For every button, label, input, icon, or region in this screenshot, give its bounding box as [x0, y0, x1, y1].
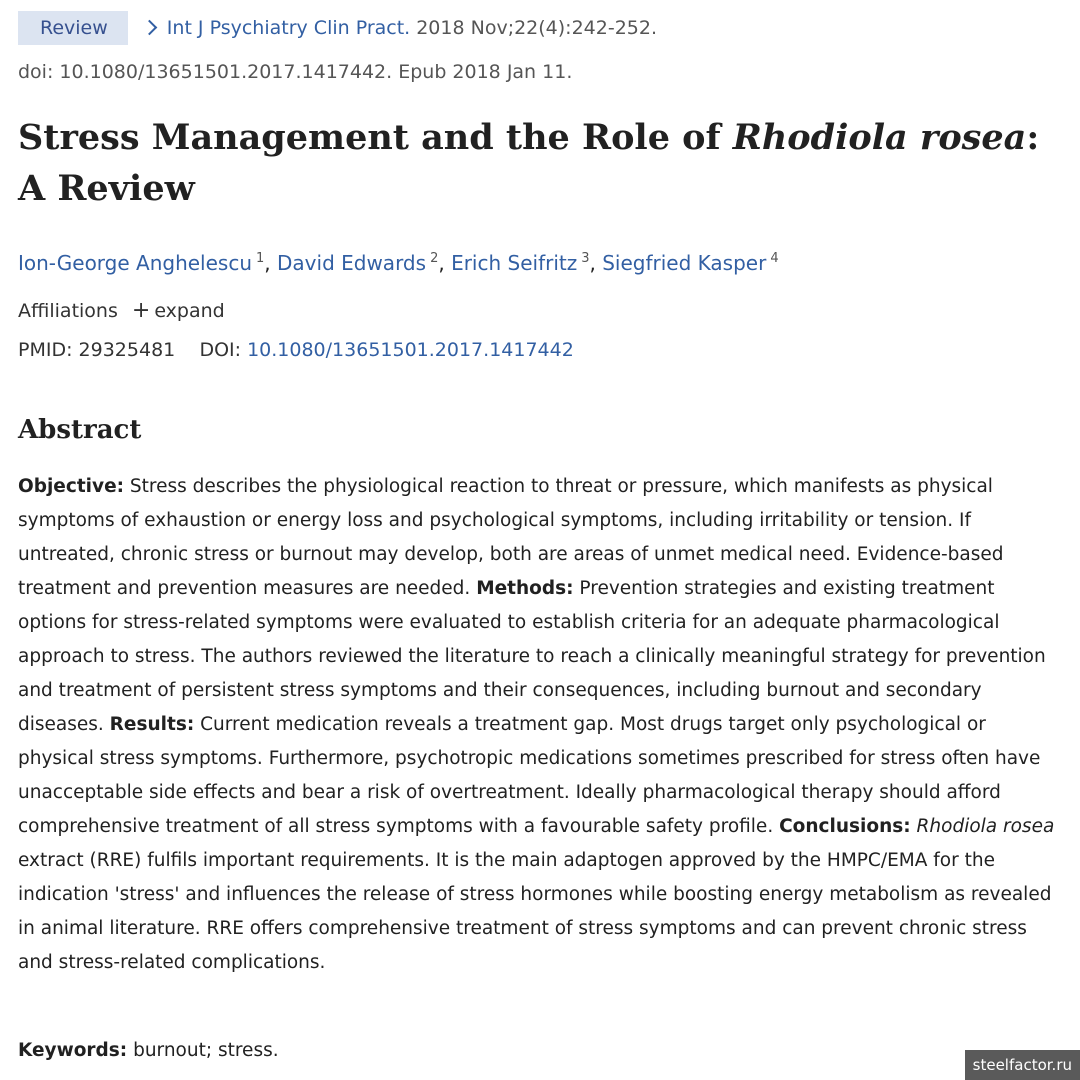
expand-label: expand: [154, 300, 225, 322]
article-title: [18, 112, 1063, 214]
affiliations-label: Affiliations: [18, 300, 118, 322]
watermark: steelfactor.ru: [965, 1050, 1080, 1080]
identifiers: [18, 336, 574, 364]
affiliations-toggle[interactable]: [18, 297, 225, 325]
abstract-text: [18, 470, 1063, 980]
author-link[interactable]: Ion-George Anghelescu: [18, 251, 253, 275]
citation-line: [18, 11, 657, 45]
author-separator: ,: [589, 251, 603, 275]
author-separator: ,: [438, 251, 452, 275]
conclusions-species: Rhodiola rosea: [916, 816, 1055, 837]
results-label: Results:: [109, 714, 195, 735]
citation-doi-line: doi: 10.1080/13651501.2017.1417442. Epub 2018 Jan 11.: [18, 61, 573, 83]
conclusions-label: Conclusions:: [779, 816, 911, 837]
author-link[interactable]: Erich Seifritz: [451, 251, 578, 275]
doi-label: DOI:: [199, 339, 242, 361]
objective-label: Objective:: [18, 476, 125, 497]
title-species: Rhodiola rosea: [732, 117, 1027, 158]
author-affiliation-number[interactable]: 3: [581, 251, 590, 266]
pmid-label: PMID:: [18, 339, 73, 361]
results-text: Current medication reveals a treatment gap. Most drugs target only psychological or physical stress symptoms. Furthermore, psychotropic medications sometimes prescribed for stress often have unacceptable side effects and bear a risk of overtreatment. Ideally pharmacological therapy should afford comprehensive treatment of all stress symptoms with a favourable safety profile.: [18, 714, 1041, 837]
author-list: [18, 244, 779, 278]
plus-icon: +: [131, 298, 151, 323]
keywords: [18, 1036, 279, 1066]
abstract-heading: Abstract: [18, 415, 142, 445]
pmid-value: 29325481: [78, 339, 176, 361]
author-separator: ,: [264, 251, 278, 275]
title-text-end: : A Review: [18, 117, 1040, 209]
author-affiliation-number[interactable]: 1: [256, 251, 265, 266]
objective-text: Stress describes the physiological reaction to threat or pressure, which manifests as physical symptoms of exhaustion or energy loss and psychological symptoms, including irritability or tension. If untreated, chronic stress or burnout may develop, both are areas of unmet medical need. Evidence-based treatment and prevention measures are needed.: [18, 476, 1004, 599]
methods-label: Methods:: [476, 578, 574, 599]
title-text: Stress Management and the Role of: [18, 117, 733, 158]
keywords-label: Keywords:: [18, 1040, 128, 1061]
author-affiliation-number[interactable]: 2: [430, 251, 439, 266]
citation-date-pages: 2018 Nov;22(4):242-252.: [416, 17, 658, 39]
author-link[interactable]: Siegfried Kasper: [602, 251, 767, 275]
keywords-text: burnout; stress.: [127, 1040, 279, 1061]
conclusions-text: extract (RRE) fulfils important requirements. It is the main adaptogen approved by the HMPC/EMA for the indication 'stress' and influences the release of stress hormones while boosting energy metabolism as revealed in animal literature. RRE offers comprehensive treatment of stress symptoms and can prevent chronic stress and stress-related complications.: [18, 850, 1052, 973]
article-type-badge: Review: [18, 11, 128, 45]
journal-link[interactable]: Int J Psychiatry Clin Pract.: [166, 17, 411, 39]
author-link[interactable]: David Edwards: [277, 251, 427, 275]
methods-text: Prevention strategies and existing treatment options for stress-related symptoms were evaluated to establish criteria for an adequate pharmacological approach to stress. The authors reviewed the literature to reach a clinically meaningful strategy for prevention and treatment of persistent stress symptoms and their consequences, including burnout and secondary diseases.: [18, 578, 1046, 735]
author-affiliation-number[interactable]: 4: [770, 251, 779, 266]
doi-link[interactable]: 10.1080/13651501.2017.1417442: [247, 339, 574, 361]
chevron-right-icon: [142, 19, 158, 35]
